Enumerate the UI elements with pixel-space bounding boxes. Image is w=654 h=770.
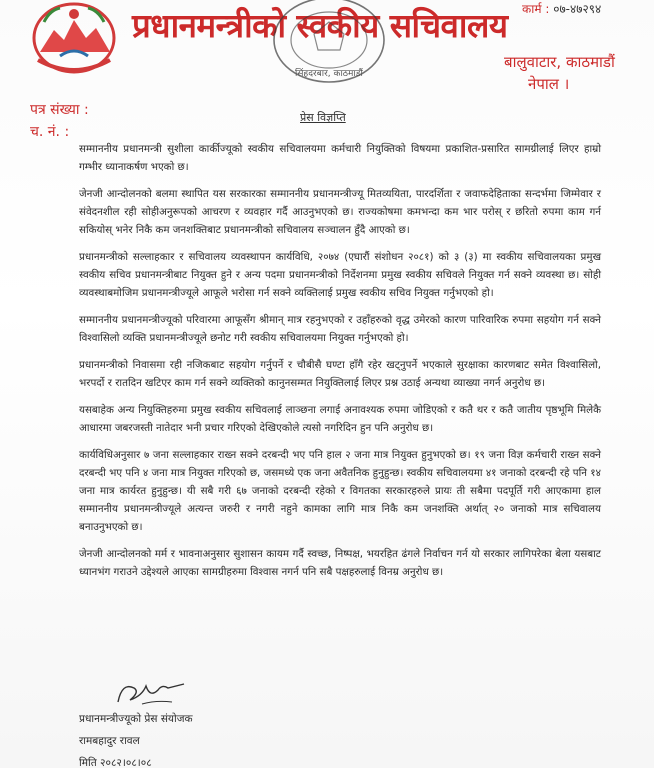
- paragraph-1: सम्माननीय प्रधानमन्त्री सुशीला कार्कीज्यूको स्वकीय सचिवालयमा कर्मचारी नियुक्तिको विषयमा प्रकाशित-प्रसारित सामग्रीलाई लिएर हाम्रो गम्भीर ध्यानाकर्षण भएको छ।: [79, 143, 601, 173]
- paragraph-8: जेनजी आन्दोलनको मर्म र भावनाअनुसार सुशासन कायम गर्दै स्वच्छ, निष्पक्ष, भयरहित ढंगले निर्वाचन गर्न यो सरकार लागिपरेका बेला यसबाट ध्यानभंग गराउने उद्देश्यले आएका सामग्रीहरुमा विश्वास नगर्न पनि सबै पक्षहरुलाई विनम्र अनुरोध छ।: [79, 548, 601, 578]
- press-release-title: प्रेस विज्ञप्ति: [300, 111, 346, 124]
- address-line-1: बालुवाटार, काठमाडौं: [504, 53, 615, 71]
- letter-date: मिति २०८२।०८।०८: [79, 757, 152, 769]
- nepal-emblem-icon: [30, 0, 118, 74]
- ref-number: ०७-४७२९४: [553, 2, 602, 16]
- reference-number: कार्म : ०७-४७२९४: [522, 2, 602, 16]
- signature-icon: [112, 676, 192, 710]
- signatory-name: रामबहादुर रावल: [79, 735, 140, 747]
- office-title: प्रधानमन्त्रीको स्वकीय सचिवालय: [132, 6, 508, 45]
- paragraph-5: प्रधानमन्त्रीको निवासमा रही नजिकबाट सहयोग गर्नुपर्ने र चौबीसै घण्टा हाँगै रहेर खट्नुपर्ने भएकाले सुरक्षाका कारणबाट समेत विश्वासिलो, भरपर्दो र रातदिन खटिएर काम गर्न सक्ने व्यक्तिको कानुनसम्मत नियुक्तिलाई लिएर प्रश्न उठाई अन्यथा व्याख्या नगर्न अनुरोध छ।: [79, 359, 601, 389]
- signatory-role: प्रधानमन्त्रीज्यूको प्रेस संयोजक: [79, 713, 193, 725]
- paragraph-4: सम्माननीय प्रधानमन्त्रीज्यूको परिवारमा आफूसँग श्रीमान् मात्र रहनुभएको र उहाँहरुको वृद्ध उमेरको कारण पारिवारिक रुपमा सहयोग गर्न सक्ने विश्वासिलो व्यक्ति प्रधानमन्त्रीज्यूले छनोट गरी स्वकीय सचिवालयमा नियुक्त गर्नुभएको हो।: [79, 314, 601, 344]
- letter-number-label: पत्र संख्या :: [30, 102, 89, 118]
- paragraph-6: यसबाहेक अन्य नियुक्तिहरुमा प्रमुख स्वकीय सचिवलाई लाञ्छना लगाई अनावश्यक रुपमा जोडिएको र कतै थर र कतै जातीय पृष्ठभूमि मिलेकै आधारमा जबरजस्ती नातेदार भनी प्रचार गरिएको देखिएकोले त्यसो नगरिदिन हुन पनि अनुरोध छ।: [79, 404, 601, 434]
- paragraph-3: प्रधानमन्त्रीको सल्लाहकार र सचिवालय व्यवस्थापन कार्यविधि, २०७४ (एघारौं संशोधन २०८१) को ३ (३) मा स्वकीय सचिवालयका प्रमुख स्वकीय सचिव प्रधानमन्त्रीबाट नियुक्त हुने र अन्य पदमा प्रधानमन्त्रीको निर्देशनमा प्रमुख स्वकीय सचिवले नियुक्त गर्न सक्ने व्यवस्था छ। सोही व्यवस्थाबमोजिम प्रधानमन्त्रीज्यूले आफूले भरोसा गर्न सक्ने व्यक्तिलाई प्रमुख स्वकीय सचिव नियुक्त गर्नुभएको हो।: [79, 251, 601, 299]
- seal-text: सिंहदरबार, काठमाडौं: [295, 69, 363, 79]
- paragraph-7: कार्यविधिअनुसार ७ जना सल्लाहकार राख्न सक्ने दरबन्दी भए पनि हाल २ जना मात्र नियुक्त हुनुभएको छ। १९ जना विज्ञ कर्मचारी राख्न सक्ने दरबन्दी भए पनि ४ जना मात्र नियुक्त गरिएको छ, जसमध्ये एक जना अवैतनिक हुनुहुन्छ। स्वकीय सचिवालयमा ४१ जनाको दरबन्दी रहे पनि १४ जना मात्र कार्यरत हुनुहुन्छ। यी सबै गरी ६७ जनाको दरबन्दी रहेको र विगतका सरकारहरुले प्रायः ती सबैमा पदपूर्ति गरी आएकामा हाल सम्माननीय प्रधानमन्त्रीज्यूले अत्यन्त जरुरी र नगरी नहुने कामका लागि मात्र निकै कम जनशक्ति अर्थात् २० जनाको मात्र सचिवालय बनाउनुभएको छ।: [79, 449, 601, 533]
- paragraph-2: जेनजी आन्दोलनको बलमा स्थापित यस सरकारका सम्माननीय प्रधानमन्त्रीज्यू मितव्ययिता, पारदर्शिता र जवाफदेहिताका सन्दर्भमा जिम्मेवार र संवेदनशील रही सोहीअनुरूपको आचरण र व्यवहार गर्दै आउनुभएको छ। राज्यकोषमा कमभन्दा कम भार परोस् र छरितो रुपमा काम गर्न सकियोस् भनेर निकै कम जनशक्तिबाट प्रधानमन्त्रीको सचिवालय सञ्चालन हुँदै आएको छ।: [79, 188, 601, 236]
- press-release-body: [79, 140, 601, 590]
- ref-label: कार्म: [522, 2, 542, 16]
- dispatch-number-label: च. नं. :: [30, 124, 70, 140]
- address-line-2: नेपाल ।: [528, 75, 570, 93]
